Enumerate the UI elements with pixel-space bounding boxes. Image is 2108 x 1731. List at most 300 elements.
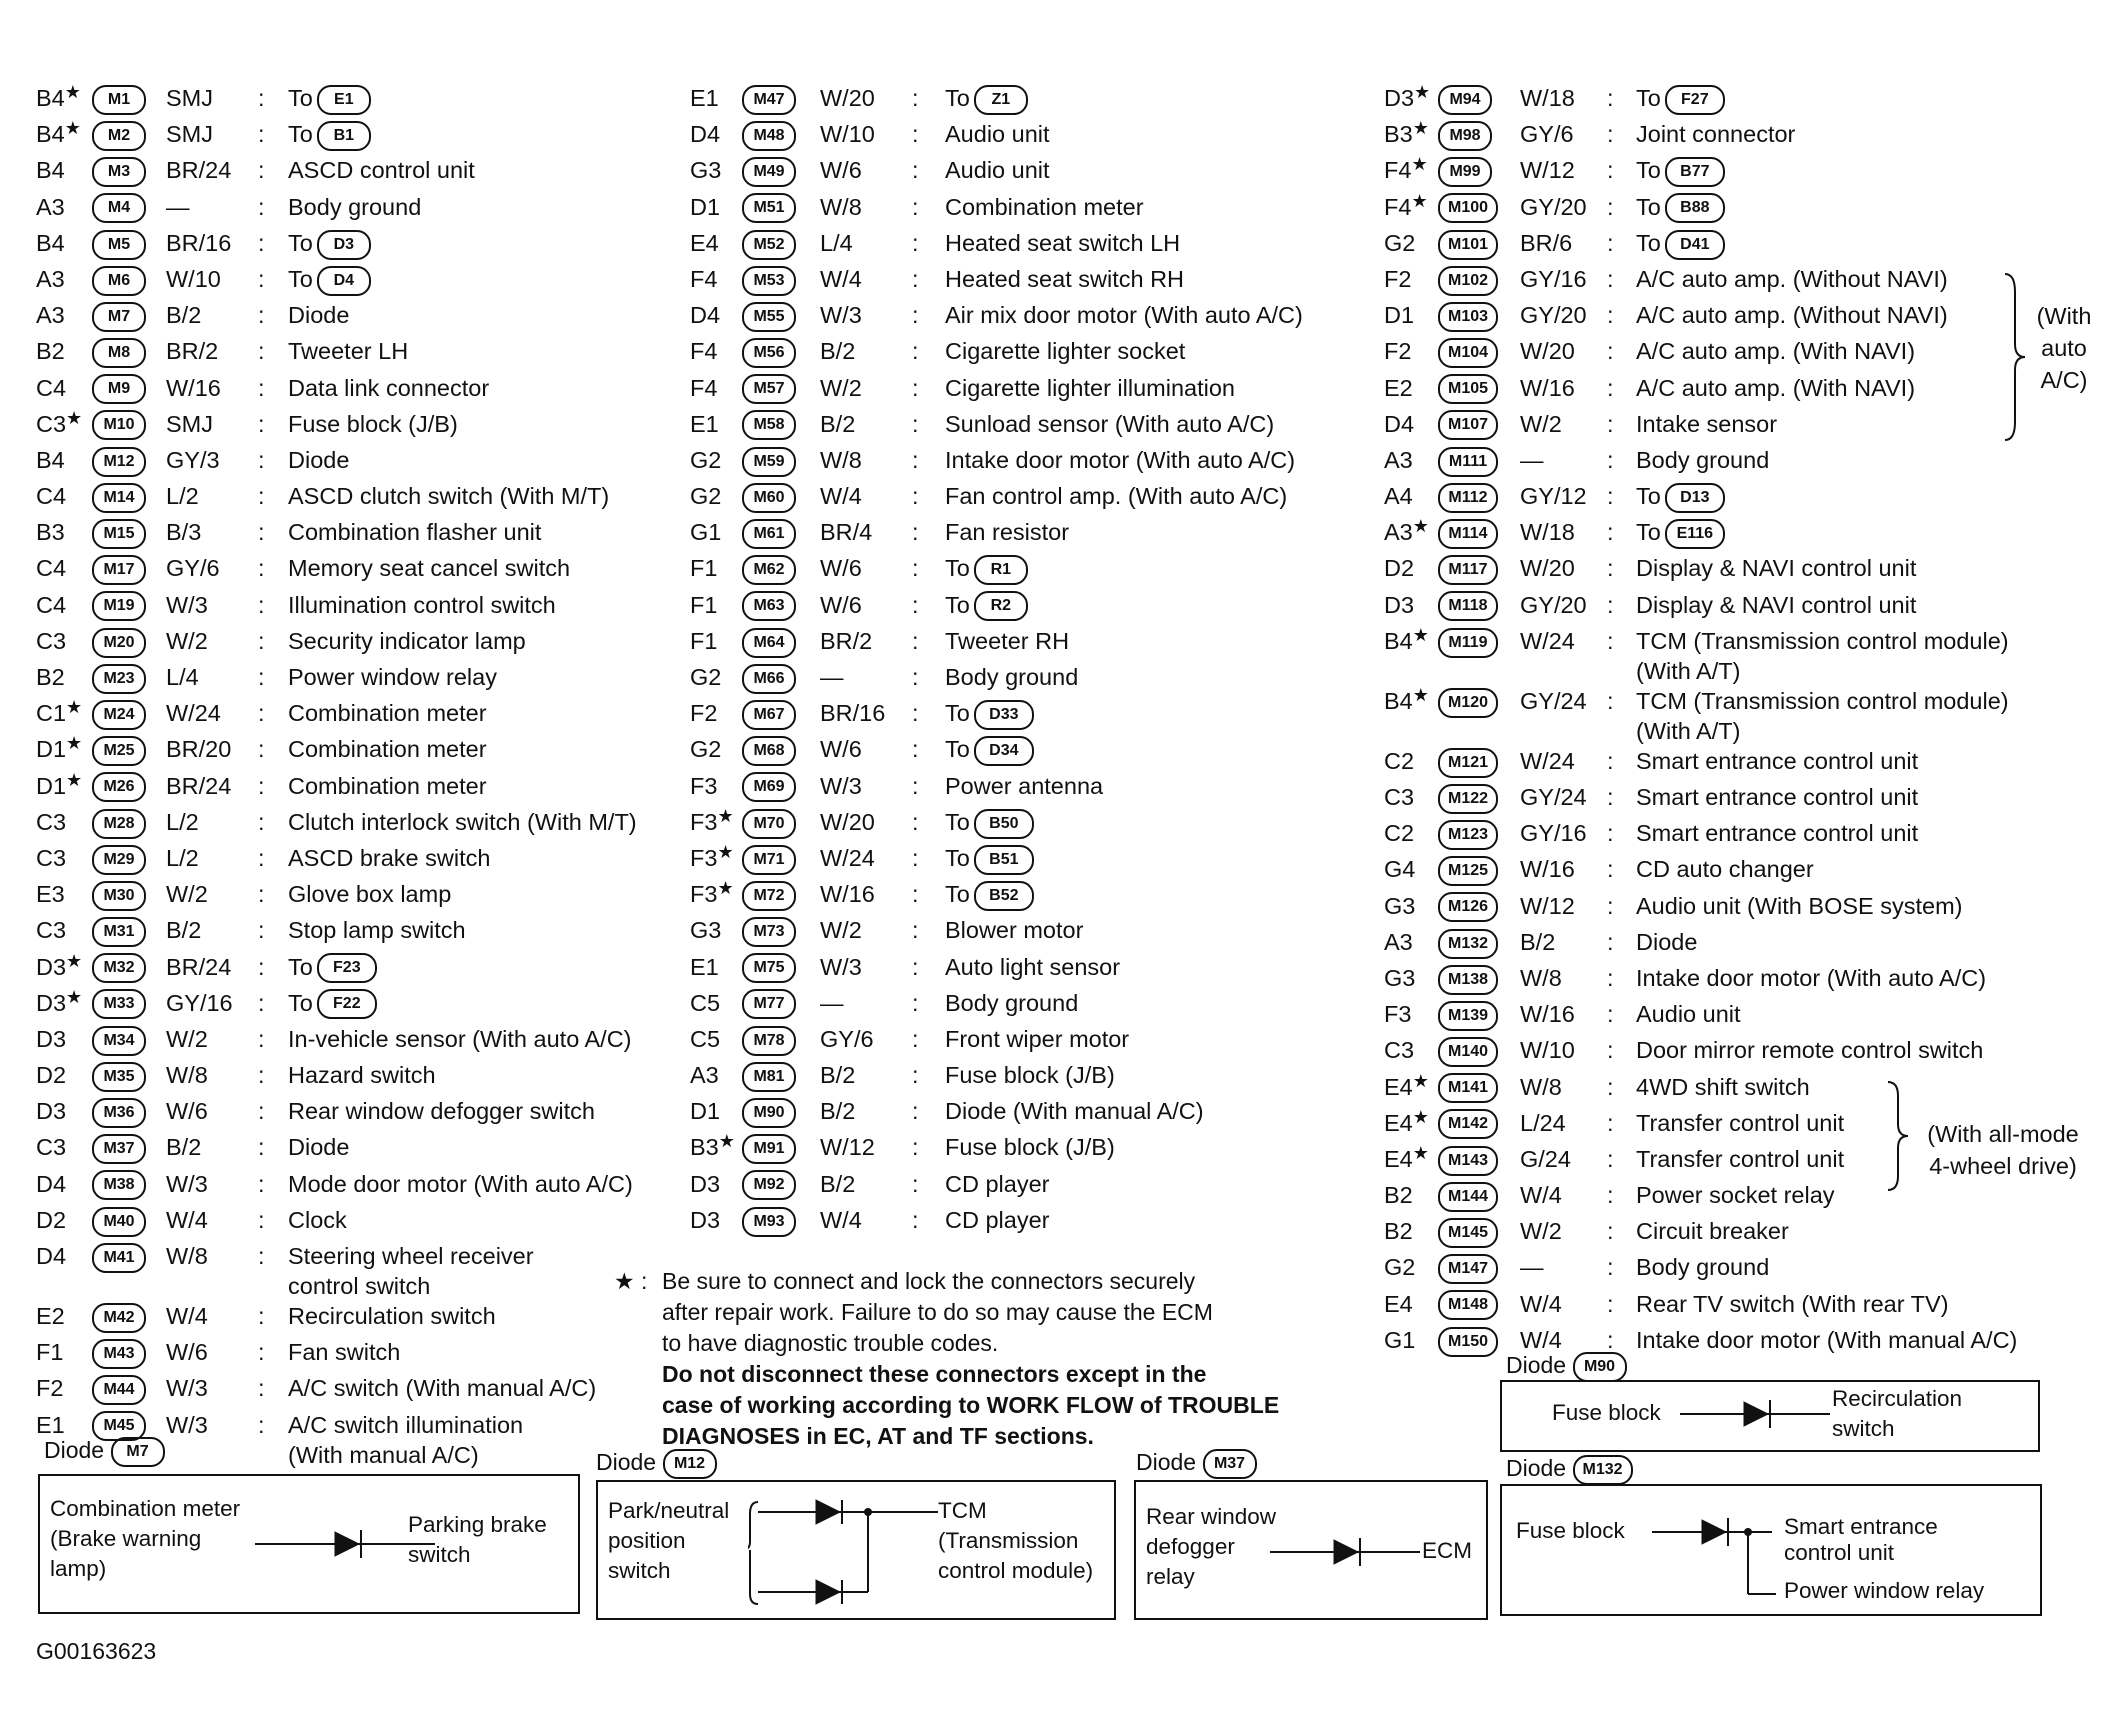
wire-spec: GY/24	[1520, 687, 1587, 714]
grid-ref-text: D1	[36, 736, 67, 763]
description-text: A/C switch illumination	[288, 1411, 524, 1438]
description-text: Stop lamp switch	[288, 917, 466, 944]
connector-description	[945, 1131, 1115, 1163]
description-text: Transfer control unit	[1636, 1145, 1845, 1172]
grid-ref	[36, 1023, 66, 1055]
diagram-m90-right	[1832, 1384, 1962, 1444]
connector-description	[288, 1336, 400, 1368]
connector-number	[92, 372, 146, 405]
connector-description	[1636, 589, 1916, 621]
star-icon: ★	[1412, 1106, 1429, 1127]
grid-ref	[36, 1095, 66, 1127]
connector-description	[945, 372, 1235, 404]
connector-number	[92, 335, 146, 368]
connector-description	[288, 191, 421, 223]
diagram-m12-right-3: control module)	[938, 1558, 1094, 1583]
connector-row	[1384, 444, 2084, 480]
separator: :	[1607, 1254, 1614, 1281]
connector-description	[1636, 1034, 1983, 1066]
connector-number	[1438, 552, 1498, 585]
connector-badge: M112	[1438, 483, 1498, 513]
connector-number	[92, 987, 146, 1020]
connector-row	[690, 118, 1370, 154]
connector-row	[1384, 1071, 2084, 1107]
connector-number	[92, 914, 146, 947]
star-icon: ★	[64, 82, 81, 102]
separator: :	[1607, 555, 1614, 582]
diagram-m90-label	[1506, 1352, 1627, 1382]
grid-ref-text: B3	[690, 1134, 719, 1161]
description-line-2: control switch	[288, 1273, 431, 1299]
diagram-m37-diode-symbol	[1270, 1532, 1420, 1572]
description-text: Heated seat switch RH	[945, 265, 1185, 292]
wire-spec: W/2	[820, 917, 862, 944]
grid-ref-text: F4	[690, 374, 718, 401]
connector-description	[945, 878, 1034, 911]
wire-spec: W/16	[1520, 856, 1575, 883]
connector-description	[1636, 1107, 1844, 1139]
connector-badge: M140	[1438, 1037, 1498, 1067]
separator: :	[258, 555, 265, 582]
grid-ref-text: F1	[690, 591, 718, 618]
description-text: Sunload sensor (With auto A/C)	[945, 410, 1275, 437]
connector-number	[742, 263, 796, 296]
star-icon: ★	[1412, 118, 1429, 139]
connector-number	[742, 516, 796, 549]
connector-row	[1384, 480, 2084, 516]
description-text: To	[945, 736, 970, 763]
connector-row	[1384, 1324, 2084, 1360]
grid-ref	[690, 1059, 719, 1091]
connector-row	[1384, 781, 2084, 817]
separator: :	[1607, 483, 1614, 510]
description-text: A/C switch (With manual A/C)	[288, 1375, 597, 1402]
grid-ref-text: G3	[1384, 964, 1416, 991]
figure-id: G00163623	[36, 1638, 157, 1664]
connector-number	[1438, 625, 1498, 658]
separator: :	[912, 1098, 919, 1125]
grid-ref-text: A3	[690, 1062, 719, 1089]
connector-description	[945, 552, 1028, 585]
separator: :	[1607, 1073, 1614, 1100]
separator: :	[1607, 85, 1614, 111]
connector-badge: M121	[1438, 748, 1498, 778]
connector-badge: M101	[1438, 230, 1498, 260]
grid-ref-text: D1	[690, 1098, 721, 1125]
grid-ref	[36, 1300, 65, 1332]
diagram-m37-left-2: defogger	[1146, 1534, 1235, 1559]
grid-ref	[36, 1168, 66, 1200]
connector-row	[1384, 118, 2084, 154]
connector-row	[1384, 516, 2084, 552]
separator: :	[912, 1025, 919, 1052]
diagram-m12-connector: M12	[663, 1449, 717, 1479]
grid-ref-text: B4	[36, 121, 65, 148]
description-text: Diode	[288, 1134, 350, 1161]
connector-row	[1384, 1251, 2084, 1287]
wire-spec: W/2	[1520, 1218, 1562, 1245]
connector-badge: M62	[742, 555, 796, 585]
connector-badge: M30	[92, 881, 146, 911]
diagram-m132-box	[1500, 1484, 2042, 1616]
grid-ref-text: G2	[690, 483, 722, 510]
connector-row	[690, 1023, 1370, 1059]
diagram-m12-left	[608, 1496, 729, 1586]
description-text: Display & NAVI control unit	[1636, 591, 1917, 618]
connector-description	[945, 516, 1069, 548]
grid-ref-text: C2	[1384, 820, 1415, 847]
wire-spec: W/8	[820, 193, 862, 220]
description-text: Power window relay	[288, 664, 497, 690]
separator: :	[258, 302, 265, 329]
connector-number	[742, 154, 796, 187]
connector-number	[1438, 685, 1498, 718]
grid-ref	[36, 118, 81, 152]
separator: :	[1607, 747, 1614, 774]
separator: :	[1607, 265, 1614, 292]
connector-row	[36, 82, 696, 118]
grid-ref-text: G2	[1384, 229, 1416, 256]
connector-number	[92, 733, 146, 766]
connector-number	[1438, 1215, 1498, 1248]
wire-spec: W/3	[820, 772, 862, 799]
connector-badge: M43	[92, 1339, 146, 1369]
diagram-m7-label	[44, 1437, 165, 1467]
star-icon: ★	[1412, 684, 1429, 705]
connector-description	[1636, 335, 1915, 367]
separator: :	[1607, 1290, 1614, 1317]
grid-ref	[1384, 853, 1415, 885]
separator: :	[258, 1411, 265, 1438]
wire-spec: BR/24	[166, 157, 232, 184]
connector-number	[1438, 191, 1498, 224]
diagram-m132-title: Diode	[1506, 1455, 1567, 1482]
connector-description	[288, 914, 466, 946]
connector-description	[945, 914, 1083, 946]
star-icon: ★	[66, 733, 83, 754]
brace-auto-ac-line-3: A/C)	[2040, 367, 2088, 393]
grid-ref-text: C2	[1384, 747, 1415, 774]
diagram-m37-box	[1134, 1480, 1488, 1620]
connector-badge: M90	[742, 1098, 796, 1128]
grid-ref-text: A3	[1384, 928, 1413, 955]
description-text: Front wiper motor	[945, 1025, 1130, 1052]
connector-number	[92, 263, 146, 296]
description-text: Glove box lamp	[288, 881, 452, 908]
description-text: Intake door motor (With manual A/C)	[1636, 1326, 2018, 1353]
grid-ref-text: F3	[690, 772, 718, 799]
diagram-m90-right-1: Recirculation	[1832, 1386, 1963, 1411]
connector-badge: M117	[1438, 555, 1498, 585]
grid-ref	[1384, 926, 1413, 958]
target-connector-badge: B52	[974, 881, 1034, 911]
description-text: Recirculation switch	[288, 1303, 496, 1329]
connector-description	[288, 1204, 347, 1236]
wire-spec: BR/16	[820, 700, 886, 727]
connector-row	[36, 372, 696, 408]
grid-ref-text: B4	[36, 446, 65, 473]
wire-spec: W/24	[1520, 747, 1575, 774]
connector-number	[742, 589, 796, 622]
separator: :	[1607, 302, 1614, 329]
separator: :	[1607, 856, 1614, 883]
grid-ref-text: C4	[36, 555, 67, 582]
connector-description	[945, 987, 1078, 1019]
grid-ref-text: E2	[36, 1303, 65, 1329]
grid-ref	[1384, 516, 1429, 550]
separator: :	[912, 1170, 919, 1197]
grid-ref	[36, 263, 65, 295]
diagram-m132-right-2: control unit	[1784, 1540, 1895, 1565]
wire-spec: B/2	[166, 302, 202, 329]
connector-description	[1636, 1324, 2017, 1356]
separator: :	[912, 627, 919, 654]
connector-number	[92, 82, 146, 115]
connector-number	[92, 552, 146, 585]
connector-description	[945, 1023, 1129, 1055]
grid-ref	[36, 516, 65, 548]
wire-spec: W/20	[820, 85, 875, 111]
grid-ref-text: C5	[690, 1025, 721, 1052]
diagram-m90-diode-symbol	[1680, 1394, 1830, 1434]
grid-ref-text: F4	[690, 338, 718, 365]
wire-spec: BR/20	[166, 736, 232, 763]
connector-number	[92, 118, 146, 151]
connector-number	[1438, 227, 1498, 260]
connector-row	[1384, 1215, 2084, 1251]
grid-ref-text: B4	[36, 85, 65, 111]
connector-badge: M63	[742, 591, 796, 621]
connector-row	[1384, 408, 2084, 444]
connector-description	[1636, 926, 1697, 958]
connector-number	[92, 1204, 146, 1237]
grid-ref	[1384, 1143, 1429, 1177]
wire-spec: GY/6	[1520, 121, 1574, 148]
connector-description	[288, 480, 609, 512]
separator: :	[258, 953, 265, 980]
star-icon: ★	[66, 407, 83, 428]
diagram-m37-title: Diode	[1136, 1449, 1197, 1476]
grid-ref-text: G2	[1384, 1254, 1416, 1281]
grid-ref	[36, 372, 66, 404]
connector-description	[1636, 625, 2009, 685]
connector-row	[1384, 817, 2084, 853]
connector-badge: M36	[92, 1098, 146, 1128]
wire-spec: BR/2	[820, 627, 873, 654]
grid-ref	[1384, 480, 1413, 512]
separator: :	[258, 1375, 265, 1402]
connector-badge: M40	[92, 1207, 146, 1237]
description-text: To	[288, 85, 313, 111]
wire-spec: W/20	[1520, 338, 1575, 365]
target-connector-badge: Z1	[974, 85, 1028, 115]
connector-description	[288, 299, 349, 331]
grid-ref-text: D4	[690, 302, 721, 329]
separator: :	[258, 374, 265, 401]
target-connector-badge: D41	[1665, 230, 1725, 260]
separator: :	[258, 338, 265, 365]
grid-ref-text: C4	[36, 483, 67, 510]
connector-row	[690, 733, 1370, 769]
connector-badge: M150	[1438, 1327, 1498, 1357]
grid-ref	[690, 335, 717, 367]
connector-description	[1636, 1288, 1949, 1320]
connector-description	[1636, 408, 1777, 440]
connector-description	[945, 770, 1103, 802]
description-text: Intake door motor (With auto A/C)	[945, 446, 1296, 473]
connector-row	[1384, 853, 2084, 889]
connector-number	[1438, 781, 1498, 814]
connector-badge: M1	[92, 85, 146, 115]
brace-all-mode-shape	[1886, 1080, 1910, 1192]
description-text: Cigarette lighter illumination	[945, 374, 1235, 401]
connector-row	[690, 878, 1370, 914]
separator: :	[258, 265, 265, 292]
connector-row	[690, 770, 1370, 806]
diagram-m12-left-1: Park/neutral	[608, 1498, 730, 1523]
description-text: A/C auto amp. (Without NAVI)	[1636, 302, 1948, 329]
grid-ref	[690, 1131, 735, 1165]
grid-ref-text: C3	[1384, 1037, 1415, 1064]
connector-number	[1438, 1179, 1498, 1212]
connector-row	[690, 552, 1370, 588]
grid-ref-text: E4	[690, 229, 719, 256]
note-bold-line-2: case of working according to WORK FLOW of TROUBLE	[662, 1392, 1280, 1418]
connector-badge: M37	[92, 1134, 146, 1164]
wire-spec: W/24	[1520, 627, 1575, 654]
connector-badge: M148	[1438, 1290, 1498, 1320]
connector-description	[1636, 552, 1916, 584]
description-text: In-vehicle sensor (With auto A/C)	[288, 1025, 632, 1052]
description-text: A/C auto amp. (With NAVI)	[1636, 338, 1916, 365]
description-text: Diode	[288, 302, 350, 329]
grid-ref-text: D2	[36, 1062, 67, 1089]
description-text: To	[1636, 85, 1661, 111]
star-icon: ★	[66, 986, 83, 1007]
description-text: CD player	[945, 1206, 1050, 1233]
connector-row	[690, 480, 1370, 516]
grid-ref	[1384, 589, 1414, 621]
grid-ref-text: B4	[36, 229, 65, 256]
target-connector-badge: R2	[974, 591, 1028, 621]
wire-spec: W/6	[166, 1098, 208, 1125]
connector-badge: M147	[1438, 1254, 1498, 1284]
description-text: To	[945, 808, 970, 835]
connector-description	[1636, 685, 2009, 745]
wire-spec: W/2	[166, 881, 208, 908]
star-icon: ★	[64, 118, 81, 139]
separator: :	[258, 229, 265, 256]
connector-row	[36, 1131, 696, 1167]
separator: :	[258, 410, 265, 437]
description-text: Combination meter	[288, 700, 487, 727]
connector-description	[945, 299, 1303, 331]
grid-ref-text: E4	[1384, 1290, 1413, 1317]
separator: :	[258, 736, 265, 763]
connector-row	[1384, 299, 2084, 335]
grid-ref	[1384, 263, 1411, 295]
connector-description	[1636, 962, 1986, 994]
separator: :	[1607, 1326, 1614, 1353]
grid-ref-text: F2	[690, 700, 718, 727]
connector-number	[92, 842, 146, 875]
separator: :	[1607, 820, 1614, 847]
description-text: Transfer control unit	[1636, 1109, 1845, 1136]
description-text: Display & NAVI control unit	[1636, 555, 1917, 582]
description-text: Audio unit	[945, 121, 1050, 148]
connector-badge: M4	[92, 193, 146, 223]
connector-description	[288, 1131, 349, 1163]
description-text: Door mirror remote control switch	[1636, 1037, 1984, 1064]
wire-spec: BR/24	[166, 772, 232, 799]
wire-spec: W/6	[166, 1339, 208, 1366]
connector-number	[742, 770, 796, 803]
wire-spec: L/4	[166, 664, 199, 690]
connector-badge: M78	[742, 1026, 796, 1056]
connector-badge: M91	[742, 1134, 796, 1164]
wire-spec: GY/3	[166, 446, 220, 473]
connector-number	[742, 697, 796, 730]
grid-ref-text: C3	[36, 1134, 67, 1161]
description-text: Auto light sensor	[945, 953, 1121, 980]
grid-ref-text: D4	[36, 1170, 67, 1197]
grid-ref-text: F2	[1384, 265, 1412, 292]
description-text: To	[945, 85, 970, 111]
grid-ref-text: F4	[1384, 193, 1412, 220]
wire-spec: GY/16	[1520, 265, 1587, 292]
connector-description	[945, 1204, 1049, 1236]
star-icon: ★	[1412, 624, 1429, 645]
description-text: Audio unit	[1636, 1001, 1741, 1028]
separator: :	[912, 85, 919, 111]
diagram-m132-connector: M132	[1573, 1455, 1633, 1485]
connector-badge: M59	[742, 447, 796, 477]
connector-row	[36, 444, 696, 480]
diagram-m7-left-1: Combination meter	[50, 1496, 241, 1521]
description-text: Body ground	[288, 193, 422, 220]
description-text: Data link connector	[288, 374, 490, 401]
grid-ref	[1384, 998, 1411, 1030]
grid-ref	[36, 987, 82, 1021]
description-text: Fuse block (J/B)	[945, 1062, 1115, 1089]
diagram-m7-left-2: (Brake warning	[50, 1526, 202, 1551]
grid-ref-text: D1	[690, 193, 721, 220]
grid-ref	[690, 372, 717, 404]
grid-ref-text: D3	[690, 1206, 721, 1233]
connector-description	[1636, 299, 1948, 331]
target-connector-badge: B1	[317, 121, 371, 151]
grid-ref-text: F4	[1384, 157, 1412, 184]
connector-row	[1384, 372, 2084, 408]
connector-description	[945, 154, 1050, 186]
connector-description	[288, 1095, 595, 1127]
connector-number	[1438, 1071, 1498, 1104]
grid-ref-text: C4	[36, 591, 67, 618]
connector-badge: M20	[92, 628, 146, 658]
grid-ref	[690, 1095, 720, 1127]
connector-row	[690, 299, 1370, 335]
description-text: Rear window defogger switch	[288, 1098, 595, 1125]
connector-number	[742, 227, 796, 260]
grid-ref	[690, 480, 721, 512]
connector-badge: M144	[1438, 1182, 1498, 1212]
separator: :	[912, 193, 919, 220]
connector-number	[742, 1168, 796, 1201]
connector-row	[36, 878, 696, 914]
connector-description	[945, 1059, 1115, 1091]
description-text: Body ground	[1636, 1254, 1770, 1281]
connector-row	[1384, 1288, 2084, 1324]
